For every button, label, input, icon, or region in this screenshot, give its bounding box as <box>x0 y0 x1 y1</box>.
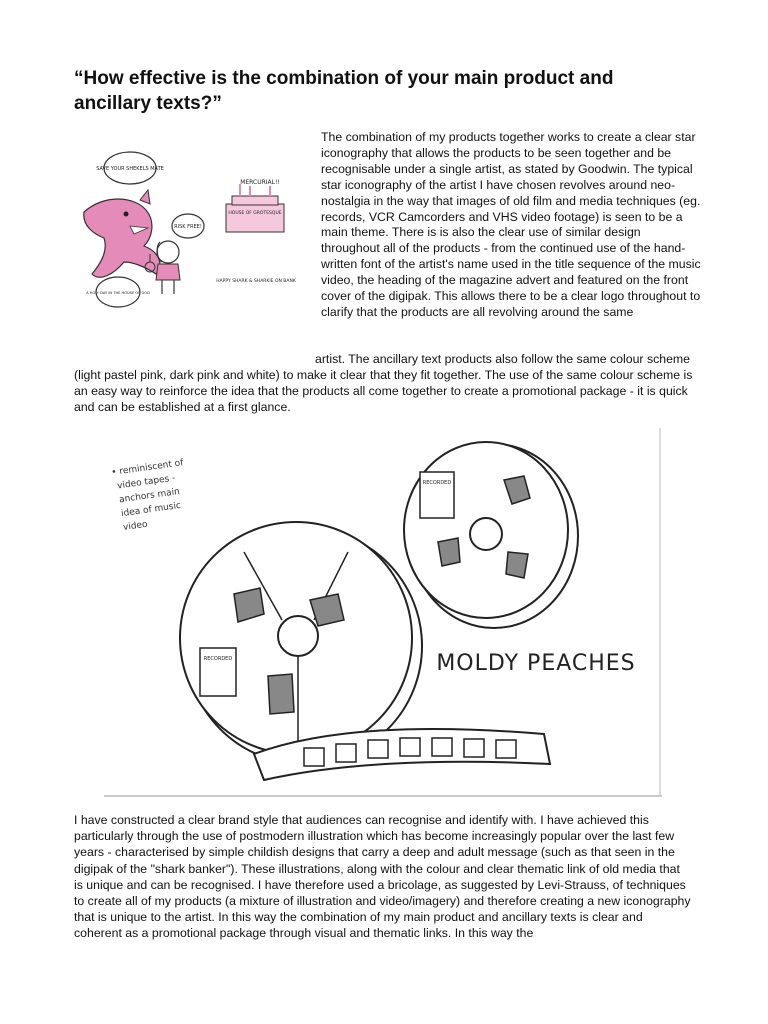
note-line-1: • reminiscent of <box>110 458 185 479</box>
paragraph-1-full-width <box>74 352 704 416</box>
shark-banker-illustration <box>64 134 308 346</box>
brand-name: MOLDY PEACHES <box>436 651 636 676</box>
note-line-2: video tapes - <box>116 473 177 492</box>
lower-reel-label: RECORDED <box>203 656 233 662</box>
footnote-text: HAPPY SHARK & SHARKIE ON BANK <box>216 279 296 284</box>
note-line-4: idea of music <box>120 500 182 520</box>
speech-bubble-3: A HOLY DAY IN THE HOUSE OF GOD <box>86 291 150 295</box>
page-title: “How effective is the combination of your main product and ancillary texts?” <box>74 68 614 114</box>
note-line-3: anchors main <box>118 486 181 506</box>
speech-bubble-2: RISK FREE! <box>174 224 202 230</box>
note-line-5: video <box>122 519 149 534</box>
paragraph-1-right-column: The combination of my products together works to create a clear star iconography that allows the products to be seen together and be recognisable under a single artist, as stated by Goodwin. The typical star iconography of the artist I have chosen revolves around neo-nostalgia in the way that images of old film and media techniques (eg. records, VCR Camcorders and VHS video footage) is seen to be a main theme. There is is also the clear use of similar design throughout all of the products - from the continued use of the hand-written font of the artist's name used in the title sequence of the music video, the heading of the magazine advert and featured on the front cover of the digipak. This allows there to be a clear logo throughout to clarify that the products are all revolving around the same <box>321 130 701 319</box>
banner-text: HOUSE OF GROTESQUE <box>228 211 282 216</box>
sign-text: MERCURIAL!! <box>240 179 280 186</box>
film-reel-illustration <box>104 428 664 798</box>
speech-bubble-1: SAVE YOUR SHEKELS MATE <box>96 166 164 172</box>
paragraph-2: I have constructed a clear brand style that audiences can recognise and identify with. I have achieved this particularly through the use of postmodern illustration which has become increasingly popular over the last few years - characterised by simple childish designs that carry a deep and adult message (such as that seen in the digipak of the "shark banker"). These illustrations, along with the colour and clear thematic link of old media that is unique and can be recognised. I have therefore used a bricolage, as suggested by Levi-Strauss, of techniques to create all of my products (a mixture of illustration and video/imagery) and therefore creating a new iconography that is unique to the artist. In this way the combination of my main product and ancillary texts is clear and coherent as a promotional package through visual and thematic links. In this way the <box>74 813 691 941</box>
upper-reel-label: RECORDED <box>422 480 452 486</box>
paragraph-1-continuation: artist. The ancillary text products also follow the same colour scheme (light pastel pink, dark pink and white) to make it clear that they fit together. The use of the same colour scheme is an easy way to reinforce the idea that the products all come together to create a promotional package - it is quick and can be established at a first glance. <box>74 352 693 414</box>
